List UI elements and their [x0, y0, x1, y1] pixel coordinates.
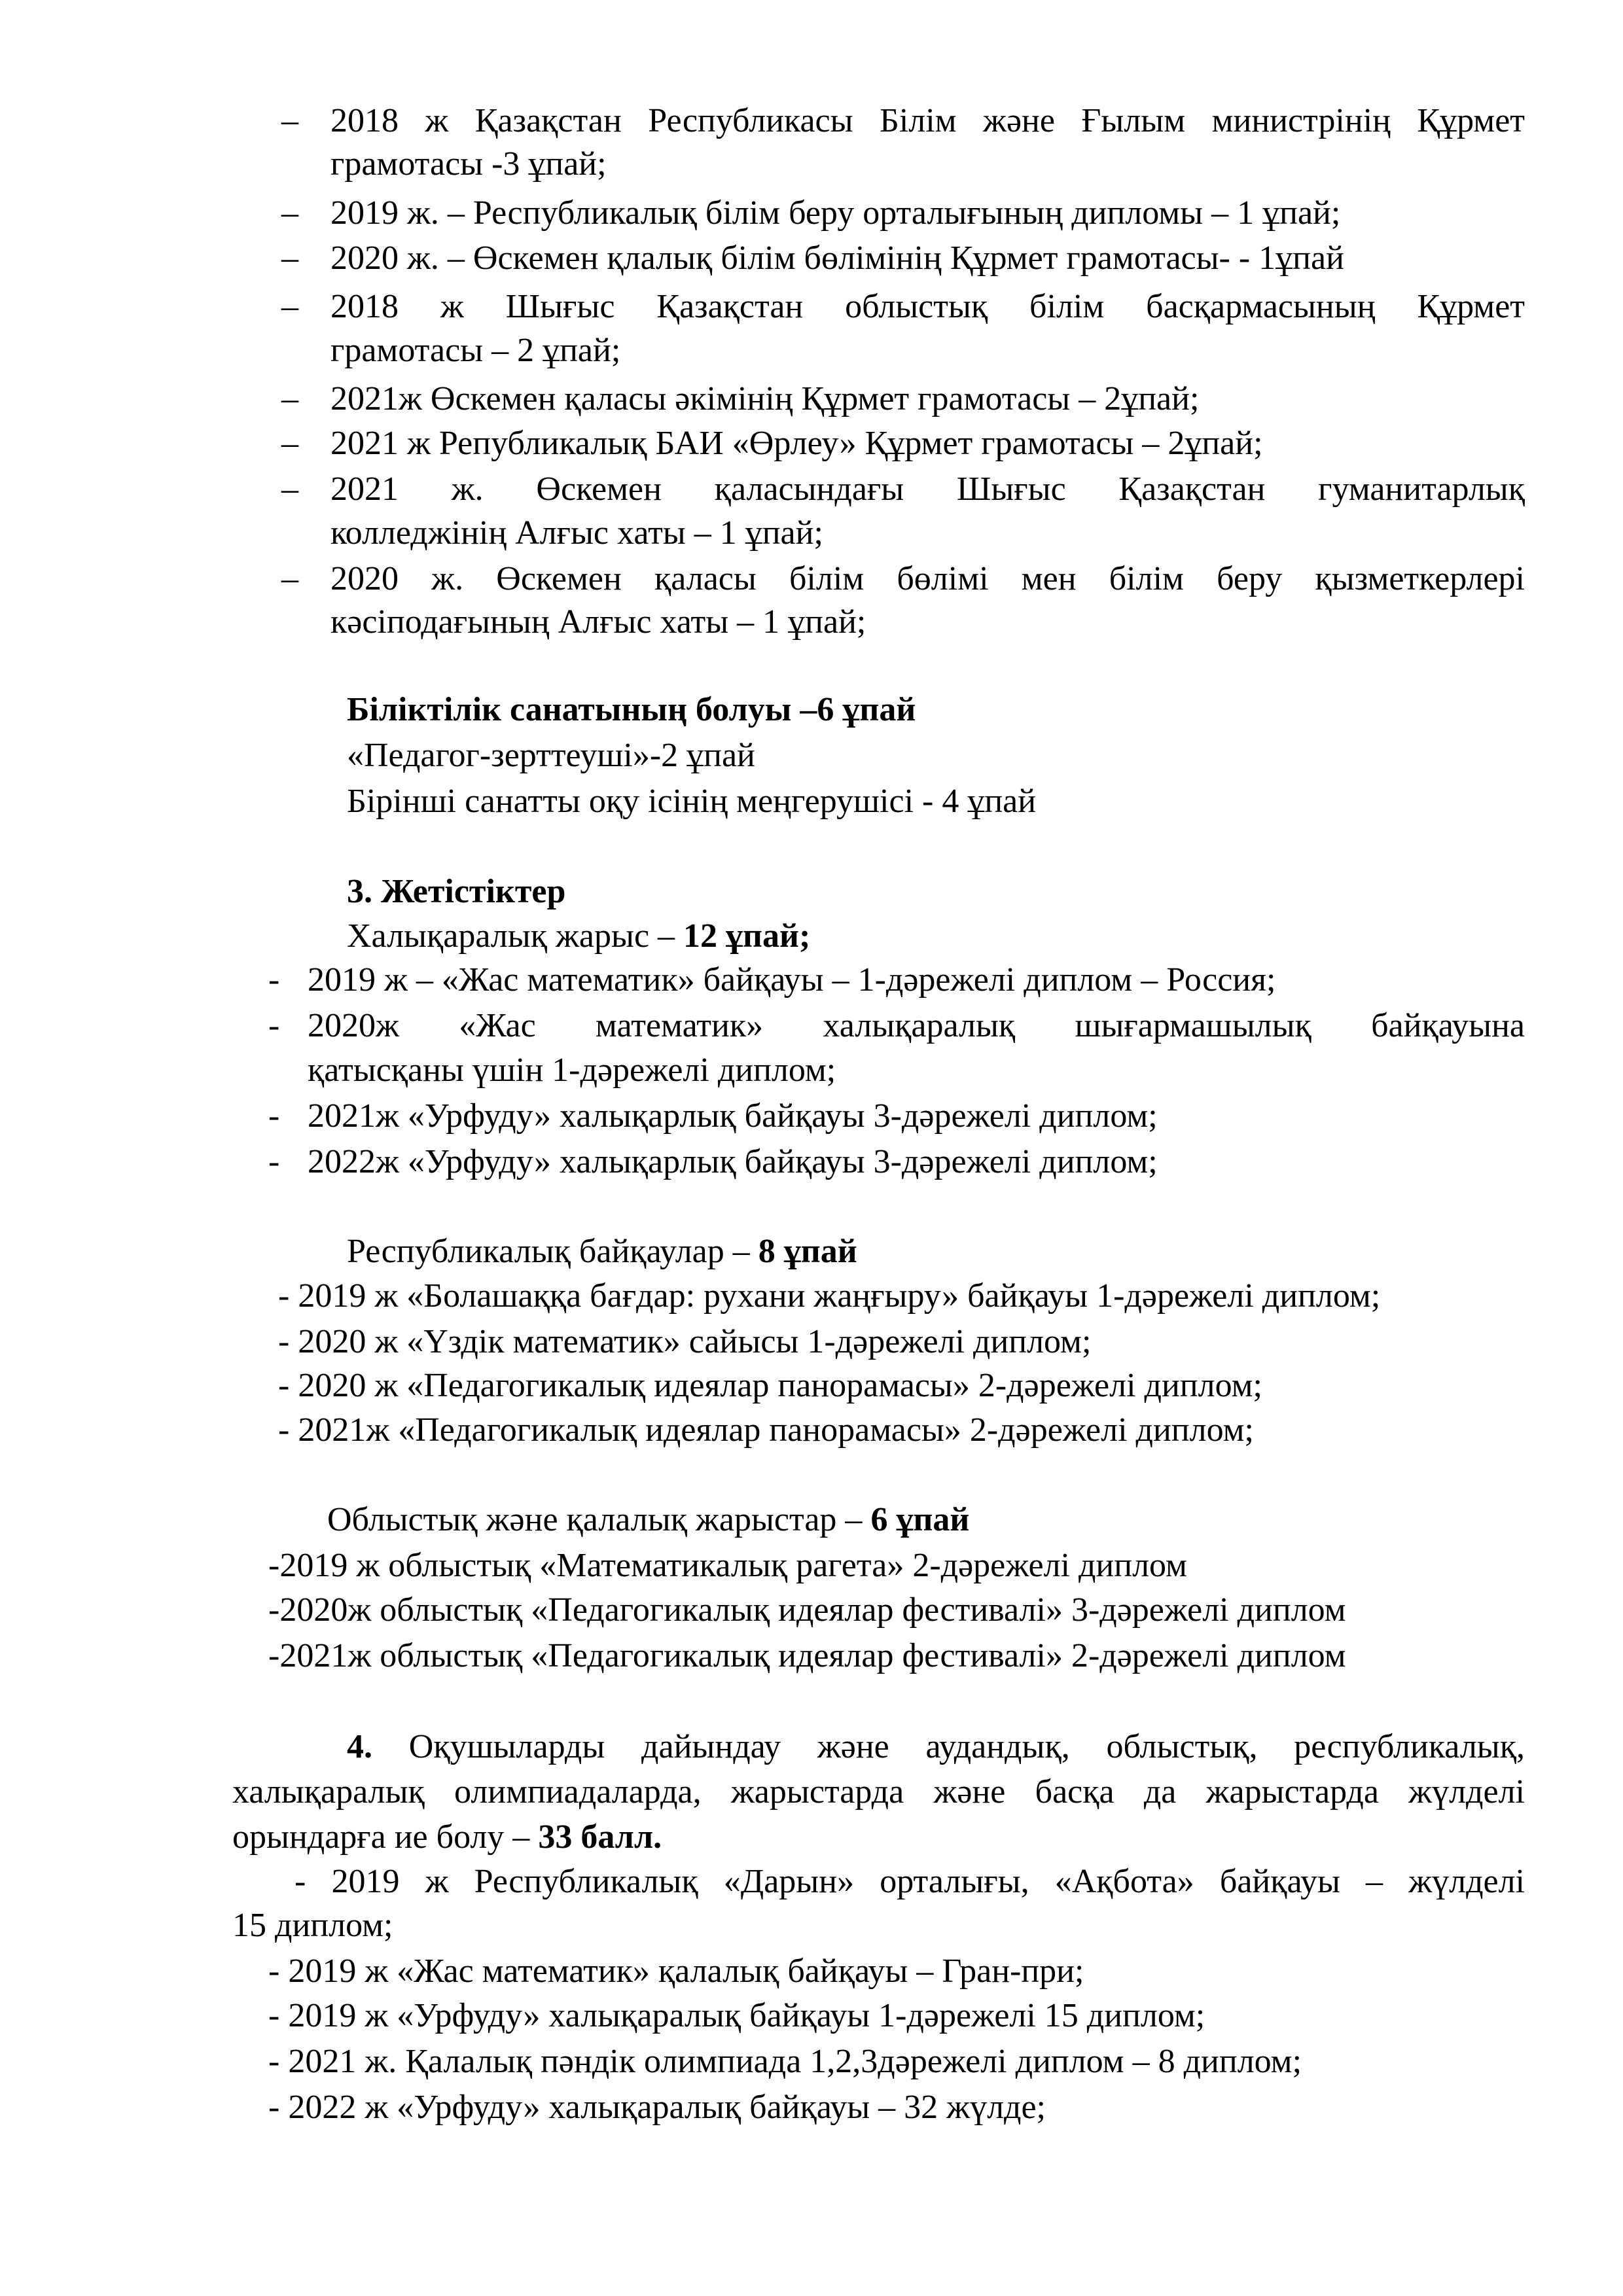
intl-item-2-cont: қатысқаны үшін 1-дәрежелі диплом;: [308, 1051, 836, 1089]
list-dash: –: [281, 425, 298, 462]
list-dash: –: [281, 380, 298, 417]
award-item-3: 2020 ж. – Өскемен қлалық білім бөлімінің Құрмет грамотасы- - 1ұпай: [330, 239, 1344, 277]
award-item-8: 2020 ж. Өскемен қаласы білім бөлімі мен білім беру қызметкерлері: [330, 560, 1525, 597]
reg-item-2: -2020ж облыстық «Педагогикалық идеялар фестивалі» 3-дәрежелі диплом: [268, 1591, 1346, 1629]
students-item-2: - 2019 ж «Жас математик» қалалық байқауы – Гран-при;: [268, 1952, 1084, 1990]
rep-item-1: - 2019 ж «Болашаққа бағдар: рухани жаңғыру» байқауы 1-дәрежелі диплом;: [278, 1277, 1381, 1315]
list-dash: -: [268, 1097, 280, 1135]
list-dash: –: [281, 560, 298, 597]
list-dash: -: [268, 1143, 280, 1180]
award-item-4-cont: грамотасы – 2 ұпай;: [330, 332, 621, 369]
award-item-7-cont: колледжінің Алғыс хаты – 1 ұпай;: [330, 514, 823, 552]
students-item-1-cont: 15 диплом;: [232, 1907, 393, 1944]
list-dash: -: [268, 961, 280, 998]
award-item-1-cont: грамотасы -3 ұпай;: [330, 145, 607, 183]
students-para-line-1: [347, 1725, 1525, 1769]
list-dash: –: [281, 239, 298, 277]
students-para-line-2: халықаралық олимпиадаларда, жарыстарда және басқа да жарыстарда жүлделі: [232, 1773, 1525, 1810]
students-number: 4.: [347, 1728, 372, 1765]
intl-item-1: 2019 ж – «Жас математик» байқауы – 1-дәрежелі диплом – Россия;: [308, 961, 1276, 998]
reg-points: 6 ұпай: [870, 1501, 970, 1538]
intl-label: Халықаралық жарыс –: [347, 917, 684, 955]
intl-section-label: [347, 915, 810, 958]
award-item-8-cont: кәсіподағының Алғыс хаты – 1 ұпай;: [330, 603, 866, 641]
award-item-7: 2021 ж. Өскемен қаласындағы Шығыс Қазақстан гуманитарлық: [330, 470, 1525, 508]
achievements-heading: 3. Жетістіктер: [347, 873, 566, 910]
students-points: 33 балл.: [538, 1818, 662, 1856]
reg-item-1: -2019 ж облыстық «Математикалық рагета» 2-дәрежелі диплом: [268, 1547, 1187, 1584]
students-item-3: - 2019 ж «Урфуду» халықаралық байқауы 1-дәрежелі 15 диплом;: [268, 1997, 1205, 2034]
list-dash: –: [281, 470, 298, 508]
students-text-1: Оқушыларды дайындау және аудандық, облыстық, республикалық,: [372, 1728, 1525, 1765]
list-dash: –: [281, 194, 298, 232]
reg-section-label: [327, 1498, 969, 1542]
students-item-5: - 2022 ж «Урфуду» халықаралық байқауы – 32 жүлде;: [268, 2089, 1046, 2126]
award-item-6: 2021 ж Републикалық БАИ «Өрлеу» Құрмет грамотасы – 2ұпай;: [330, 425, 1263, 462]
qualification-item: Бірінші санатты оқу ісінің меңгерушісі - 4 ұпай: [347, 783, 1037, 820]
rep-points: 8 ұпай: [758, 1233, 857, 1270]
students-item-1: - 2019 ж Республикалық «Дарын» орталығы, «Ақбота» байқауы – жүлделі: [294, 1863, 1525, 1900]
rep-section-label: [347, 1230, 857, 1273]
rep-label: Республикалық байқаулар –: [347, 1233, 758, 1270]
list-dash: -: [268, 1007, 280, 1044]
qualification-item: «Педагог-зерттеуші»-2 ұпай: [347, 737, 755, 774]
award-item-2: 2019 ж. – Республикалық білім беру орталығының дипломы – 1 ұпай;: [330, 194, 1341, 232]
students-item-4: - 2021 ж. Қалалық пәндік олимпиада 1,2,3дәрежелі диплом – 8 диплом;: [268, 2043, 1302, 2080]
rep-item-4: - 2021ж «Педагогикалық идеялар панорамасы» 2-дәрежелі диплом;: [278, 1411, 1254, 1449]
reg-item-3: -2021ж облыстық «Педагогикалық идеялар фестивалі» 2-дәрежелі диплом: [268, 1637, 1346, 1674]
award-item-4: 2018 ж Шығыс Қазақстан облыстық білім басқармасының Құрмет: [330, 288, 1525, 325]
intl-item-3: 2021ж «Урфуду» халықарлық байқауы 3-дәрежелі диплом;: [308, 1097, 1158, 1135]
intl-item-2: 2020ж «Жас математик» халықаралық шығармашылық байқауына: [308, 1007, 1525, 1044]
rep-item-2: - 2020 ж «Үздік математик» сайысы 1-дәрежелі диплом;: [278, 1323, 1092, 1360]
list-dash: –: [281, 102, 298, 139]
qualification-heading: Біліктілік санатының болуы –6 ұпай: [347, 691, 916, 728]
intl-item-4: 2022ж «Урфуду» халықарлық байқауы 3-дәрежелі диплом;: [308, 1143, 1158, 1180]
students-text-3: орындарға ие болу –: [232, 1818, 539, 1856]
list-dash: –: [281, 288, 298, 325]
reg-label: Облыстық және қалалық жарыстар –: [327, 1501, 871, 1538]
intl-points: 12 ұпай;: [683, 917, 811, 955]
students-para-line-3: [232, 1816, 662, 1859]
award-item-1: 2018 ж Қазақстан Республикасы Білім және Ғылым министрінің Құрмет: [330, 102, 1525, 139]
award-item-5: 2021ж Өскемен қаласы әкімінің Құрмет грамотасы – 2ұпай;: [330, 380, 1200, 417]
rep-item-3: - 2020 ж «Педагогикалық идеялар панорамасы» 2-дәрежелі диплом;: [278, 1367, 1262, 1404]
